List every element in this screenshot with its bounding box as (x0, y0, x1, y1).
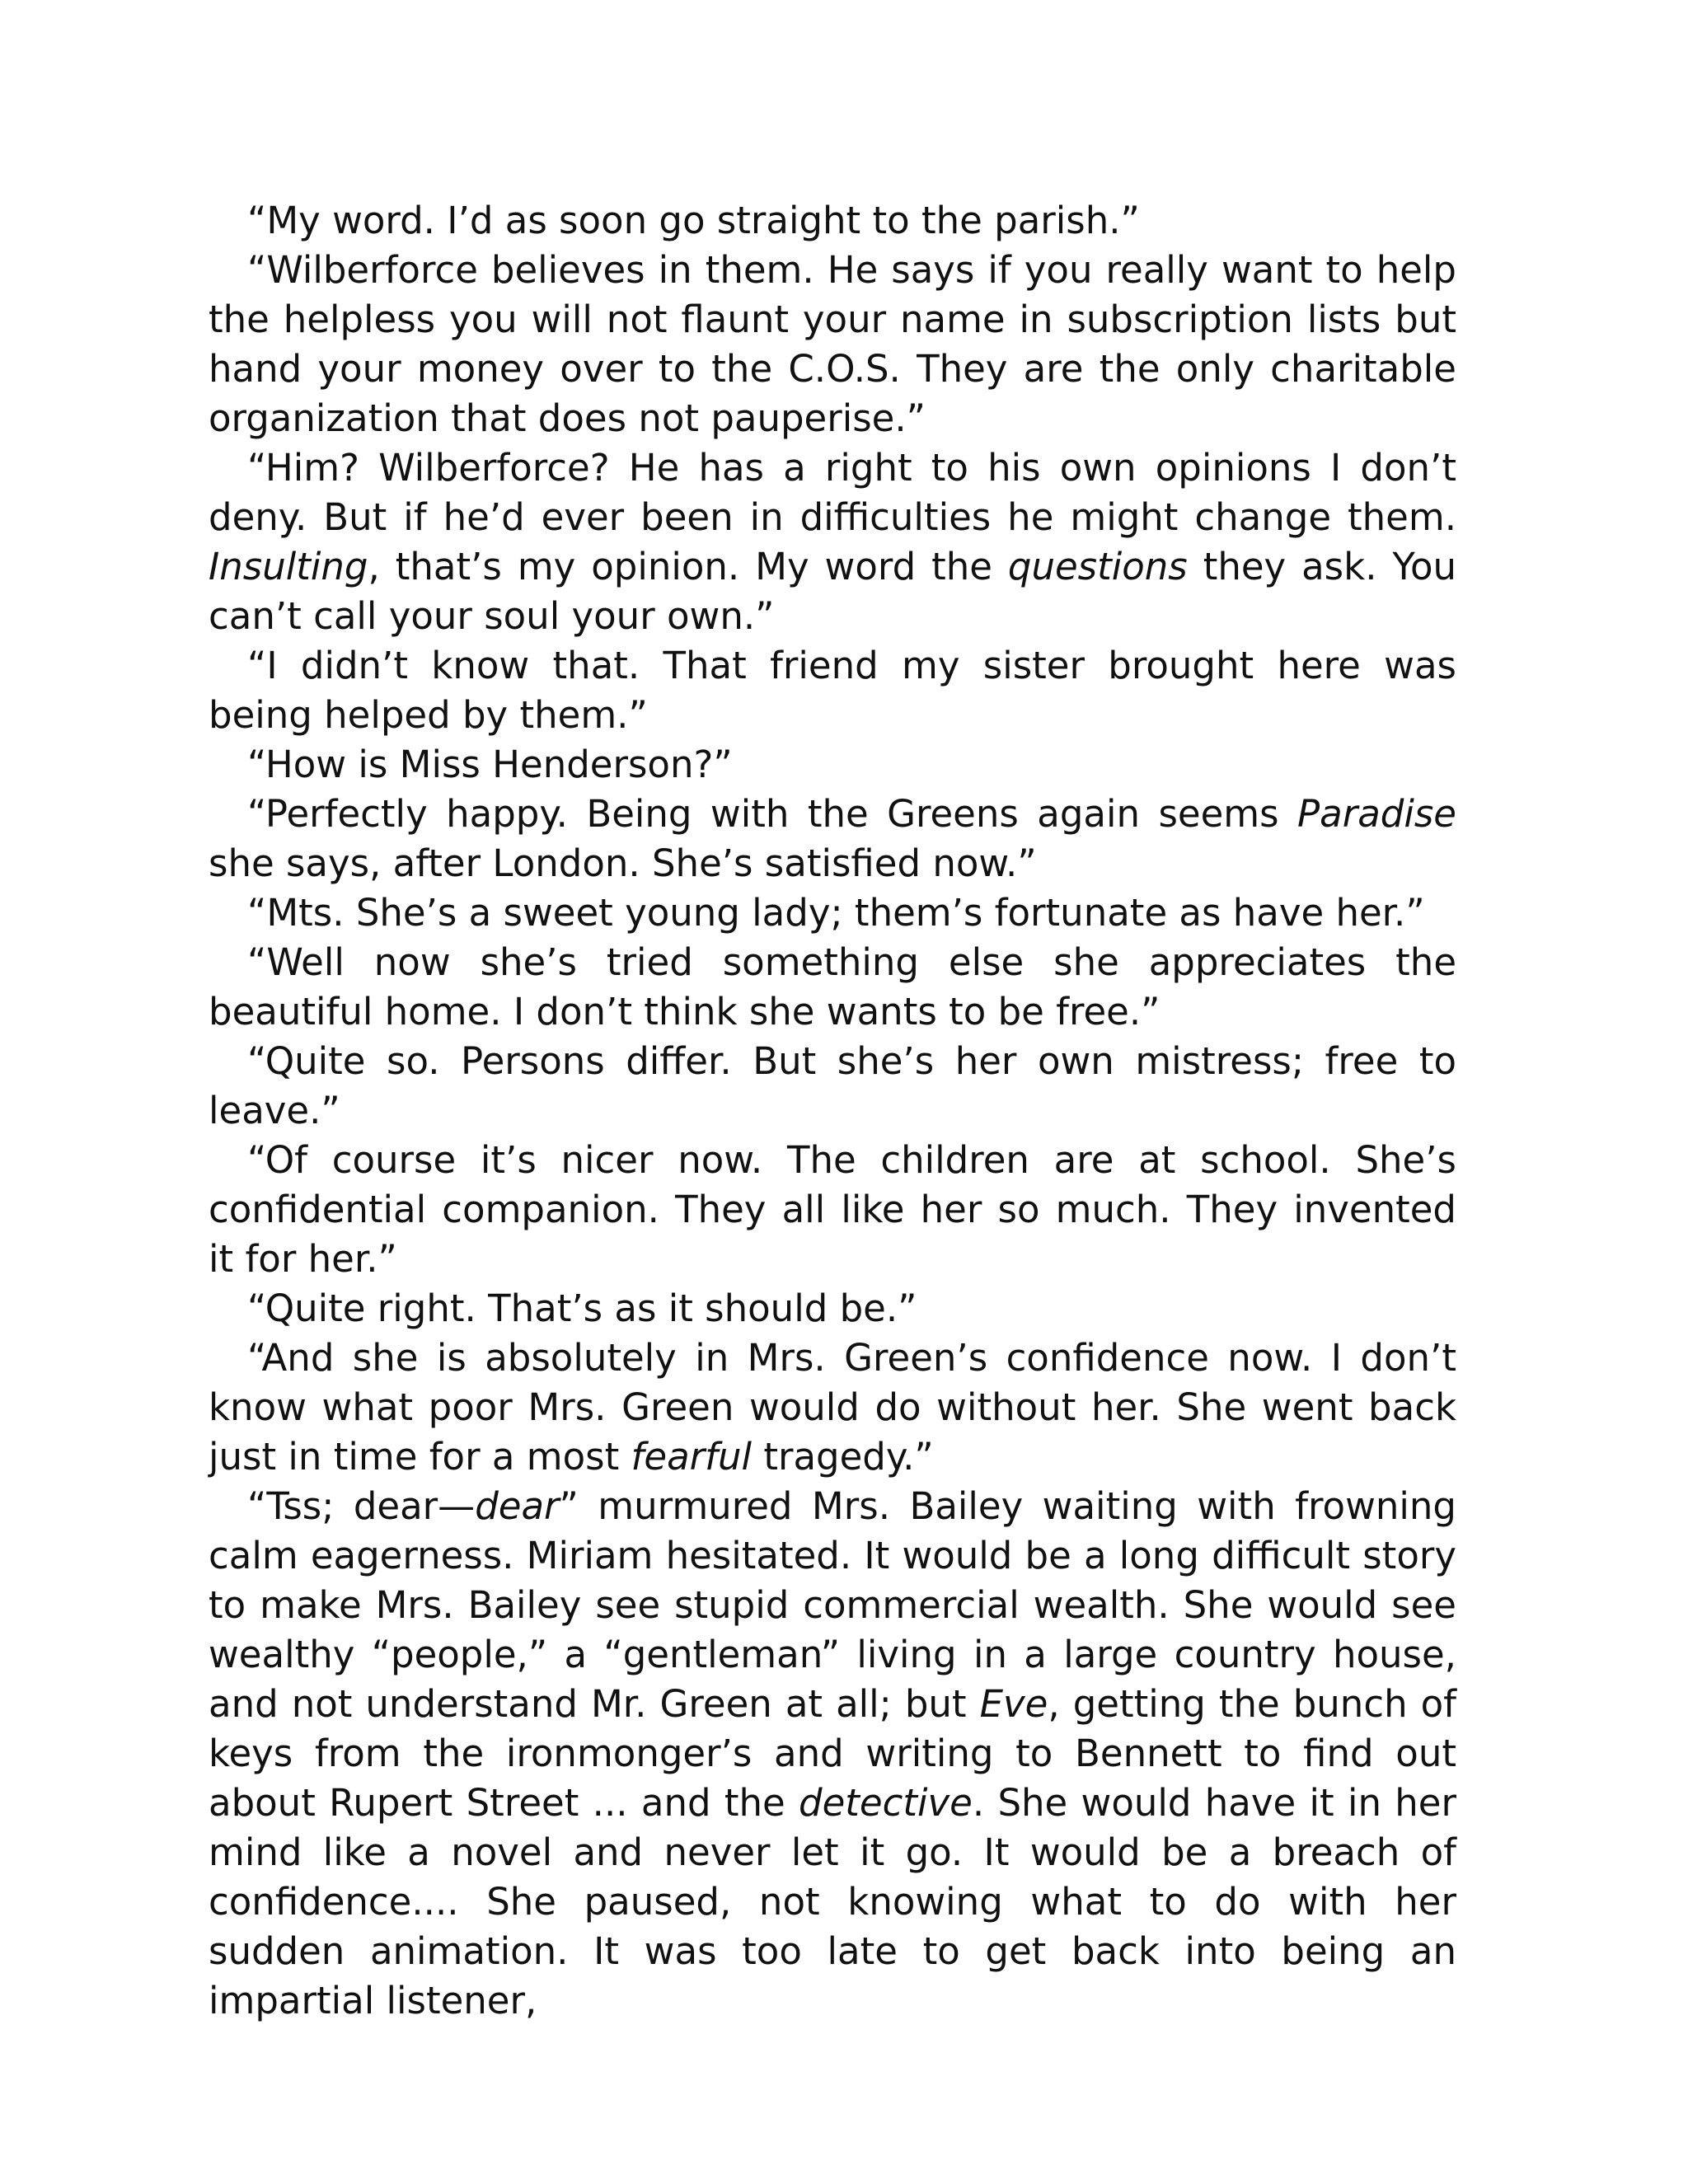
text-segment: “Him? Wilberforce? He has a right to his own opinions I don’t deny. But if he’d ever been in difficulties he might change them. (209, 446, 1456, 539)
body-text (209, 196, 1456, 2026)
text-segment: tragedy.” (752, 1435, 934, 1479)
text-segment: “How is Miss Henderson?” (247, 743, 733, 786)
paragraph (209, 1136, 1456, 1284)
paragraph (209, 641, 1456, 740)
text-segment: “My word. I’d as soon go straight to the parish.” (247, 199, 1140, 242)
text-segment: she says, after London. She’s satisfied now.” (209, 841, 1037, 885)
paragraph (209, 740, 1456, 790)
paragraph (209, 1284, 1456, 1333)
paragraph (209, 246, 1456, 443)
text-segment: “Of course it’s nicer now. The children are at school. She’s confidential companion. They all like her so much. They invented it for her.” (209, 1138, 1456, 1281)
italic-text: dear (475, 1484, 560, 1528)
paragraph (209, 443, 1456, 641)
text-segment: “Tss; dear— (247, 1484, 476, 1528)
paragraph (209, 1333, 1456, 1482)
paragraph (209, 888, 1456, 938)
text-segment: “I didn’t know that. That friend my sister brought here was being helped by them.” (209, 644, 1456, 737)
text-segment: they ask. You can’t call your soul your own.” (209, 545, 1456, 638)
italic-text: fearful (631, 1435, 753, 1479)
italic-text: Paradise (1297, 792, 1456, 836)
italic-text: Insulting (209, 545, 368, 588)
paragraph (209, 1482, 1456, 2026)
text-segment: “Quite so. Persons differ. But she’s her own mistress; free to leave.” (209, 1039, 1456, 1132)
text-segment: “Mts. She’s a sweet young lady; them’s fortunate as have her.” (247, 891, 1425, 935)
paragraph (209, 196, 1456, 246)
text-segment: “Well now she’s tried something else she appreciates the beautiful home. I don’t think she wants to be free.” (209, 940, 1456, 1033)
paragraph (209, 1037, 1456, 1136)
text-segment: “Quite right. That’s as it should be.” (247, 1286, 917, 1330)
italic-text: questions (1007, 545, 1188, 588)
text-segment: “And she is absolutely in Mrs. Green’s confidence now. I don’t know what poor Mrs. Green would do without her. She went back just in time for a most (209, 1336, 1456, 1479)
text-segment: ” murmured Mrs. Bailey waiting with frowning calm eagerness. Miriam hesitated. It would be a long difficult story to make Mrs. Bailey see stupid commercial wealth. She would see wealthy “people,” a “gentleman” living in a large country house, and not understand Mr. Green at all; but (209, 1484, 1456, 1726)
text-segment: , getting the bunch of keys from the ironmonger’s and writing to Bennett to find out about Rupert Street ... and the (209, 1682, 1456, 1825)
text-segment: . She would have it in her mind like a novel and never let it go. It would be a breach of confidence.... She paused, not knowing what to do with her sudden animation. It was too late to get back into being an impartial listener, (209, 1781, 1456, 2022)
italic-text: detective (799, 1781, 973, 1825)
italic-text: Eve (979, 1682, 1048, 1726)
text-segment: “Perfectly happy. Being with the Greens again seems (247, 792, 1297, 836)
text-segment: “Wilberforce believes in them. He says if you really want to help the helpless you will not flaunt your name in subscription lists but hand your money over to the C.O.S. They are the only charitable organization that does not pauperise.” (209, 248, 1456, 440)
paragraph (209, 790, 1456, 888)
text-segment: , that’s my opinion. My word the (368, 545, 1008, 588)
paragraph (209, 938, 1456, 1037)
